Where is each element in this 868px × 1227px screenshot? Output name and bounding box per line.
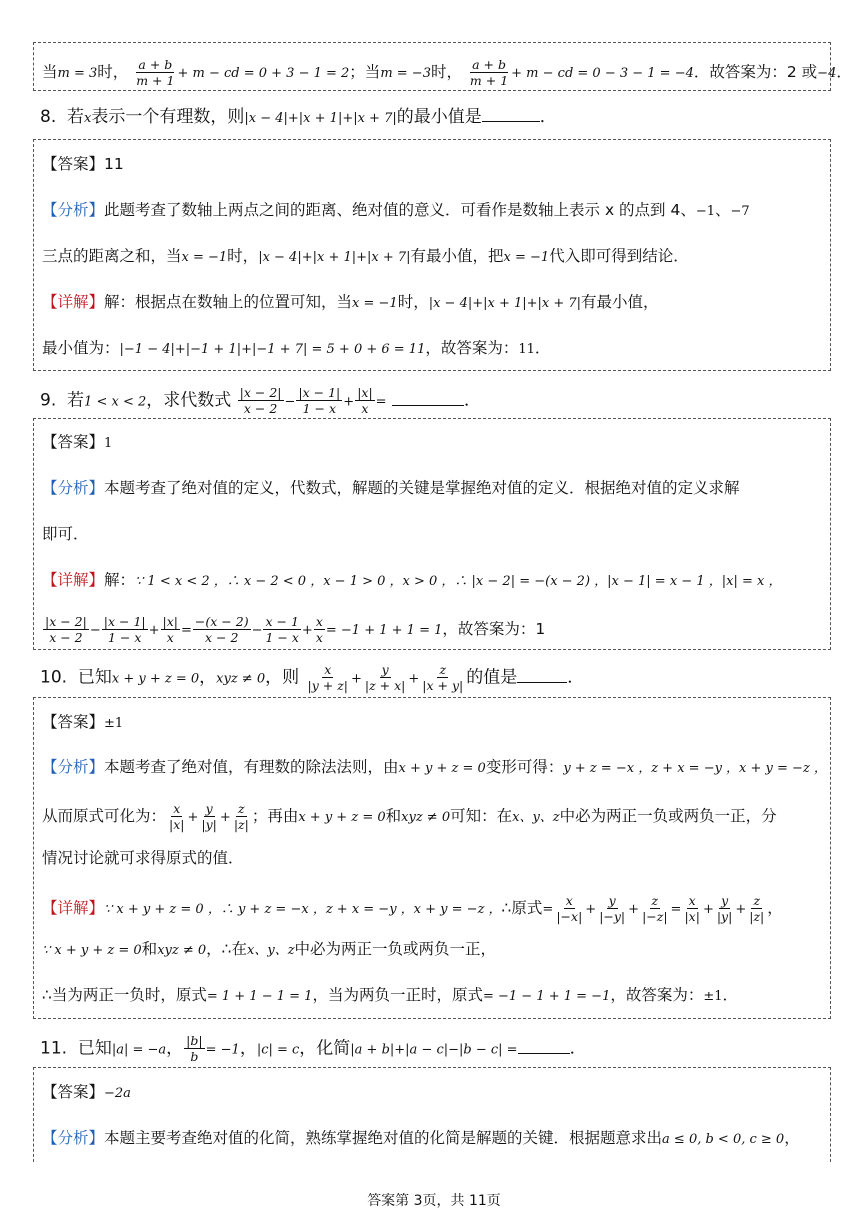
answer-blank [517, 666, 567, 683]
q8-answer: 【答案】11 [42, 155, 124, 173]
q11-analysis: 【分析】本题主要考查绝对值的化简，熟练掌握绝对值的化简是解题的关键．根据题意求出a ≤ 0, b < 0, c ≥ 0， [42, 1129, 800, 1147]
fraction: $\frac{a + b}{m + 1}$ [136, 57, 175, 88]
answer-blank [518, 1037, 570, 1054]
fraction: $\frac{y}{|z + x|}$ [364, 662, 406, 693]
q10-question: 10. 已知x + y + z = 0，xyz ≠ 0，则 $\frac{x}{|y + z|}$ + $\frac{y}{|z + x|}$ + $\frac{z}{|x + y|}$ 的值是 ． [40, 662, 585, 693]
fraction: $\frac{z}{|x + y|}$ [422, 662, 464, 693]
fraction: $\frac{|b|}{b}$ [186, 1033, 203, 1064]
fraction: $\frac{a + b}{m + 1}$ [469, 57, 509, 88]
answer-blank [482, 105, 540, 122]
q10-analysis: 【分析】本题考查了绝对值，有理数的除法法则，由x + y + z = 0变形可得：y + z = −x ，z + x = −y ，x + y = −z ， [42, 758, 827, 776]
q9-detail: 【详解】解：∵ 1 < x < 2 ，∴ x − 2 < 0 ，x − 1 > 0 ，x > 0 ，∴ |x − 2| = −(x − 2) ，|x − 1| = x − 1 ，|x| = x ， [42, 571, 782, 589]
fraction: $\frac{|x - 2|}{x - 2}$ [45, 614, 87, 645]
fraction: $\frac{z}{|-z|}$ [642, 893, 668, 924]
fraction: $\frac{x}{x}$ [315, 614, 323, 645]
q8-detail-2: 最小值为：|−1 − 4|+|−1 + 1|+|−1 + 7| = 5 + 0 + 6 = 11，故答案为：11． [42, 339, 551, 357]
fraction: $\frac{-(x - 2)}{x - 2}$ [194, 614, 249, 645]
q9-question: 9. 若1 < x < 2，求代数式 $\frac{|x - 2|}{x - 2}$ − $\frac{|x - 1|}{1 - x}$ + $\frac{|x|}{x}$ = ． [40, 385, 481, 416]
fraction: $\frac{x}{|-x|}$ [556, 893, 583, 924]
fraction: $\frac{y}{|y|}$ [201, 801, 217, 832]
q8-analysis-2: 三点的距离之和，当x = −1时，|x − 4|+|x + 1|+|x + 7|有最小值，把x = −1代入即可得到结论． [42, 247, 689, 265]
fraction: $\frac{y}{|-y|}$ [599, 893, 626, 924]
fraction: $\frac{|x|}{x}$ [357, 385, 373, 416]
fraction: $\frac{|x - 2|}{x - 2}$ [239, 385, 282, 416]
q9-analysis-2: 即可． [42, 525, 89, 543]
fraction: $\frac{x}{|y + z|}$ [307, 662, 348, 693]
q8-analysis: 【分析】此题考查了数轴上两点之间的距离、绝对值的意义．可看作是数轴上表示 x 的点到 4、−1、−7 [42, 201, 750, 219]
fraction: $\frac{x - 1}{1 - x}$ [265, 614, 299, 645]
q9-detail-2: $\frac{|x - 2|}{x - 2}$ − $\frac{|x - 1|}{1 - x}$ + $\frac{|x|}{x}$ = $\frac{-(x - 2)}{x - 2}$ − $\frac{x - 1}{1 - x}$ + $\frac{x}{x}$ = −1 + 1 + 1 = 1，故答案为：1 [45, 614, 546, 645]
fraction: $\frac{x}{|x|}$ [169, 801, 185, 832]
fraction: $\frac{z}{|z|}$ [749, 893, 765, 924]
q10-analysis-2: 从而原式可化为： $\frac{x}{|x|}$ + $\frac{y}{|y|}$ + $\frac{z}{|z|}$ ；再由x + y + z = 0和xyz ≠ 0可知：在x、y、z中必为两正一负或两负一正，分 [42, 801, 777, 832]
q10-answer: 【答案】±1 [42, 713, 124, 731]
q8-detail: 【详解】解：根据点在数轴上的位置可知，当x = −1时，|x − 4|+|x + 1|+|x + 7|有最小值， [42, 293, 659, 311]
q7-tail-line: 当m = 3时， $\frac{a + b}{m + 1}$ + m − cd = 0 + 3 − 1 = 2；当m = −3时， $\frac{a + b}{m + 1}$ + m − cd = 0 − 3 − 1 = −4．故答案为：2 或−4． [42, 57, 852, 88]
q11-answer: 【答案】−2a [42, 1083, 131, 1101]
q10-detail-2: ∵ x + y + z = 0和xyz ≠ 0，∴在x、y、z中必为两正一负或两负一正， [42, 940, 497, 958]
q9-analysis: 【分析】本题考查了绝对值的定义，代数式，解题的关键是掌握绝对值的定义．根据绝对值的定义求解 [42, 479, 740, 497]
fraction: $\frac{z}{|z|}$ [233, 801, 249, 832]
fraction: $\frac{|x - 1|}{1 - x}$ [103, 614, 146, 645]
q8-question: 8. 若x表示一个有理数，则|x − 4|+|x + 1|+|x + 7|的最小值是 ． [40, 107, 557, 127]
q11-question: 11. 已知|a| = −a， $\frac{|b|}{b}$ = −1，|c| = c，化简|a + b|+|a − c|−|b − c| = ． [40, 1033, 587, 1064]
page-footer: 答案第 3页，共 11页 [367, 1193, 501, 1209]
q10-analysis-3: 情况讨论就可求得原式的值． [42, 849, 244, 867]
answer-blank [392, 389, 464, 406]
fraction: $\frac{y}{|y|}$ [716, 893, 733, 924]
q10-detail-3: ∴当为两正一负时，原式= 1 + 1 − 1 = 1，当为两负一正时，原式= −1 − 1 + 1 = −1，故答案为：±1． [42, 986, 739, 1004]
fraction: $\frac{|x - 1|}{1 - x}$ [298, 385, 341, 416]
fraction: $\frac{|x|}{x}$ [162, 614, 179, 645]
fraction: $\frac{x}{|x|}$ [684, 893, 700, 924]
q10-detail: 【详解】∵ x + y + z = 0 ，∴ y + z = −x ，z + x = −y ，x + y = −z ，∴原式= $\frac{x}{|-x|}$ + $\frac{y}{|-y|}$ + $\frac{z}{|-z|}$ = $\frac{x}{|x|}$ + $\frac{y}{|y|}$ + $\frac{z}{|z|}$ ， [42, 893, 783, 924]
q9-answer: 【答案】1 [42, 433, 113, 451]
